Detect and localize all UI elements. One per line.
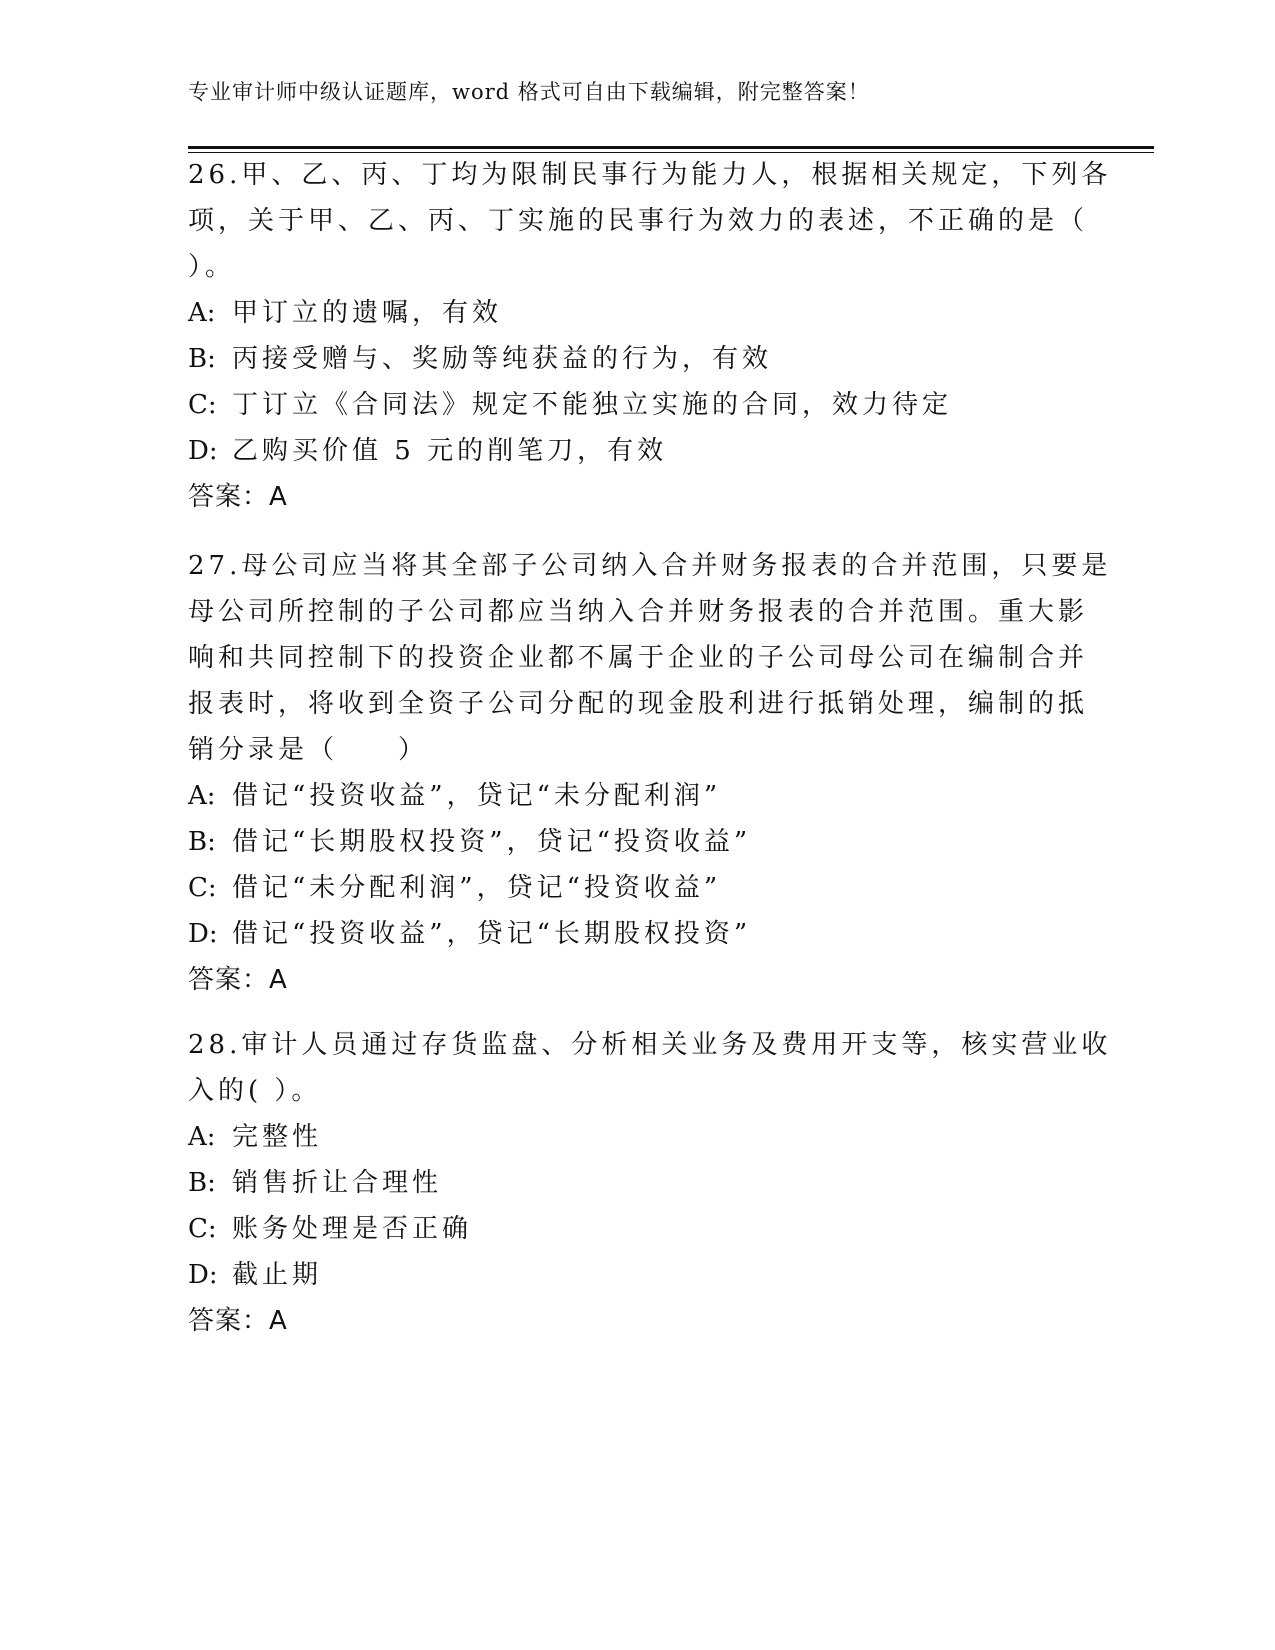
question-stem-line: 28.审计人员通过存货监盘、分析相关业务及费用开支等，核实营业收	[188, 1030, 1112, 1060]
question-stem-line: 报表时，将收到全资子公司分配的现金股利进行抵销处理，编制的抵	[188, 689, 1089, 719]
question-stem-line: 销分录是（ ）	[188, 735, 429, 765]
option-text: 甲订立的遗嘱，有效	[232, 298, 503, 328]
option-letter: B:	[188, 1168, 216, 1198]
option-d	[188, 911, 1088, 957]
option-letter: C:	[188, 1214, 217, 1244]
option-b	[188, 336, 1088, 382]
option-letter: D:	[188, 919, 218, 949]
question-stem-line: 入的( ）。	[188, 1076, 322, 1106]
question-stem-line: 27.母公司应当将其全部子公司纳入合并财务报表的合并范围，只要是	[188, 551, 1112, 581]
header-rule-thick	[188, 146, 1154, 149]
option-c	[188, 382, 1088, 428]
option-text: 借记“长期股权投资”，贷记“投资收益”	[232, 827, 752, 857]
option-c	[188, 1206, 1088, 1252]
question-stem-line: ）。	[188, 252, 236, 282]
option-text: 借记“投资收益”，贷记“未分配利润”	[232, 781, 722, 811]
option-text: 借记“未分配利润”，贷记“投资收益”	[232, 873, 722, 903]
header-title: 专业审计师中级认证题库，word 格式可自由下载编辑，附完整答案！	[188, 80, 870, 104]
option-text: 账务处理是否正确	[232, 1214, 473, 1244]
answer-line: 答案：A	[188, 965, 288, 995]
question-28	[188, 1022, 1112, 1344]
option-text: 丙接受赠与、奖励等纯获益的行为，有效	[232, 344, 773, 374]
option-letter: D:	[188, 1260, 218, 1290]
option-letter: C:	[188, 873, 217, 903]
option-d	[188, 1252, 1088, 1298]
option-letter: D:	[188, 436, 218, 466]
answer-line: 答案：A	[188, 1306, 288, 1336]
option-letter: A:	[188, 1122, 216, 1152]
question-26	[188, 152, 1112, 520]
option-c	[188, 865, 1088, 911]
option-text: 乙购买价值 5 元的削笔刀，有效	[232, 436, 668, 466]
option-letter: B:	[188, 827, 216, 857]
option-d	[188, 428, 1088, 474]
option-text: 丁订立《合同法》规定不能独立实施的合同，效力待定	[232, 390, 953, 420]
option-letter: C:	[188, 390, 217, 420]
option-text: 截止期	[232, 1260, 323, 1290]
answer-line: 答案：A	[188, 482, 288, 512]
question-stem-line: 26.甲、乙、丙、丁均为限制民事行为能力人，根据相关规定，下列各	[188, 160, 1112, 190]
question-stem-line: 项，关于甲、乙、丙、丁实施的民事行为效力的表述，不正确的是（	[188, 206, 1089, 236]
option-a	[188, 290, 1088, 336]
option-text: 销售折让合理性	[232, 1168, 443, 1198]
option-text: 完整性	[232, 1122, 323, 1152]
option-letter: A:	[188, 781, 216, 811]
option-a	[188, 773, 1088, 819]
option-b	[188, 1160, 1088, 1206]
question-stem-line: 母公司所控制的子公司都应当纳入合并财务报表的合并范围。重大影	[188, 597, 1089, 627]
option-a	[188, 1114, 1088, 1160]
option-letter: B:	[188, 344, 216, 374]
option-letter: A:	[188, 298, 216, 328]
question-stem-line: 响和共同控制下的投资企业都不属于企业的子公司母公司在编制合并	[188, 643, 1089, 673]
question-27	[188, 543, 1112, 1003]
option-text: 借记“投资收益”，贷记“长期股权投资”	[232, 919, 752, 949]
option-b	[188, 819, 1088, 865]
